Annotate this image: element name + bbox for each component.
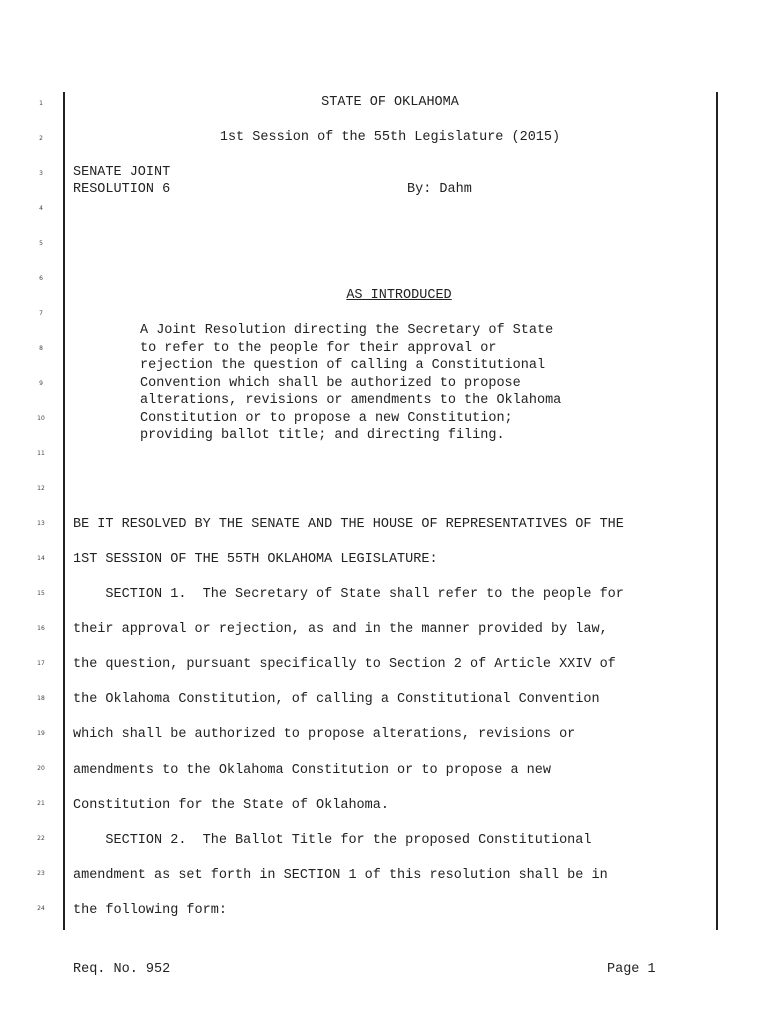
page-number: Page 1 (607, 962, 656, 977)
line-number: 12 (37, 485, 45, 492)
bill-type-line1: SENATE JOINT (73, 165, 171, 180)
line-number: 16 (37, 625, 45, 632)
summary-line: to refer to the people for their approval or (140, 340, 497, 356)
body-line: the question, pursuant specifically to Section 2 of Article XXIV of (73, 657, 616, 672)
line-number: 5 (39, 240, 43, 247)
body-line: amendments to the Oklahoma Constitution or to propose a new (73, 763, 551, 778)
line-number: 15 (37, 590, 45, 597)
left-margin-rule (63, 92, 65, 930)
status-label: AS INTRODUCED (346, 288, 452, 303)
line-number: 8 (39, 345, 43, 352)
session-heading: 1st Session of the 55th Legislature (2015) (219, 130, 561, 145)
line-number: 7 (39, 310, 43, 317)
line-number: 24 (37, 905, 45, 912)
line-number: 17 (37, 660, 45, 667)
line-number: 18 (37, 695, 45, 702)
line-number: 22 (37, 835, 45, 842)
line-number: 19 (37, 730, 45, 737)
line-number: 1 (39, 100, 43, 107)
body-line: the following form: (73, 903, 227, 918)
body-line: amendment as set forth in SECTION 1 of this resolution shall be in (73, 868, 608, 883)
line-number: 4 (39, 205, 43, 212)
line-number: 3 (39, 170, 43, 177)
line-number: 20 (37, 765, 45, 772)
state-heading: STATE OF OKLAHOMA (321, 95, 459, 110)
body-line: 1ST SESSION OF THE 55TH OKLAHOMA LEGISLATURE: (73, 552, 438, 567)
body-line: BE IT RESOLVED BY THE SENATE AND THE HOUSE OF REPRESENTATIVES OF THE (73, 517, 624, 532)
summary-line: Constitution or to propose a new Constitution; (140, 410, 513, 426)
line-number: 23 (37, 870, 45, 877)
body-line: the Oklahoma Constitution, of calling a Constitutional Convention (73, 692, 600, 707)
line-number: 21 (37, 800, 45, 807)
summary-line: rejection the question of calling a Constitutional (140, 358, 546, 373)
body-line: their approval or rejection, as and in the manner provided by law, (73, 622, 608, 637)
author-line: By: Dahm (407, 182, 472, 197)
bill-type-line2: RESOLUTION 6 (73, 182, 171, 197)
line-number: 2 (39, 135, 43, 142)
line-number: 6 (39, 275, 43, 282)
line-number: 14 (37, 555, 45, 562)
request-number: Req. No. 952 (73, 962, 171, 977)
line-number: 13 (37, 520, 45, 527)
summary-line: Convention which shall be authorized to propose (140, 375, 521, 391)
summary-line: providing ballot title; and directing filing. (140, 428, 505, 443)
body-line: Constitution for the State of Oklahoma. (73, 798, 389, 813)
line-number: 9 (39, 380, 43, 387)
body-line: SECTION 1. The Secretary of State shall refer to the people for (73, 587, 624, 602)
summary-line: alterations, revisions or amendments to the Oklahoma (140, 393, 562, 408)
right-margin-rule (716, 92, 718, 930)
body-line: which shall be authorized to propose alterations, revisions or (73, 727, 576, 742)
line-number: 10 (37, 415, 45, 422)
summary-line: A Joint Resolution directing the Secretary of State (140, 323, 554, 338)
line-number: 11 (37, 450, 45, 457)
body-line: SECTION 2. The Ballot Title for the proposed Constitutional (73, 833, 592, 848)
